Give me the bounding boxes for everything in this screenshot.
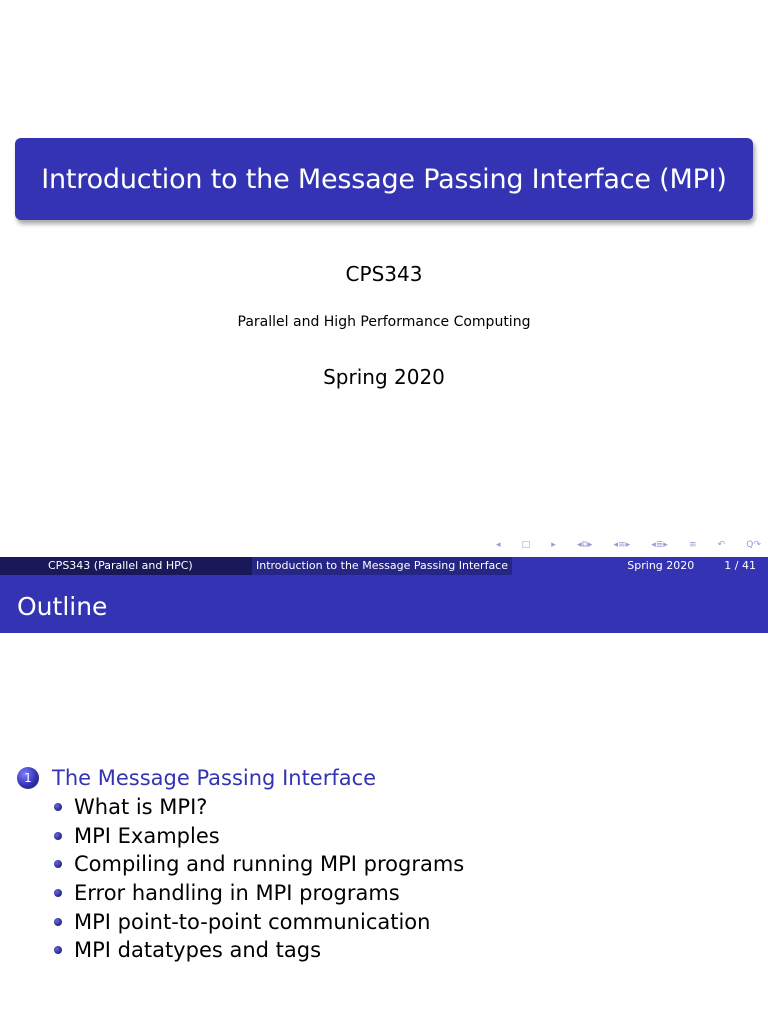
nav-document-icon[interactable]: ◂≣▸ — [651, 540, 668, 550]
institute: Parallel and High Performance Computing — [237, 314, 531, 330]
bullet-icon — [54, 889, 62, 897]
table-of-contents — [17, 763, 464, 965]
author: CPS343 — [345, 262, 423, 286]
footer-author: CPS343 (Parallel and HPC) — [0, 557, 252, 575]
toc-subsection[interactable] — [54, 936, 464, 965]
frame-title: Outline — [0, 575, 768, 633]
nav-section-icon[interactable]: ◂≡▸ — [613, 540, 631, 550]
nav-slide-left-icon[interactable]: ◂ — [496, 540, 501, 550]
navigation-symbols — [496, 538, 761, 552]
subsection-title[interactable]: MPI point-to-point communication — [74, 909, 431, 934]
presentation-date: Spring 2020 — [323, 365, 445, 389]
section-number-ball: 1 — [17, 767, 39, 789]
toc-subsection[interactable] — [54, 907, 464, 936]
subsection-list — [17, 793, 464, 965]
toc-subsection[interactable] — [54, 793, 464, 822]
nav-forward-icon[interactable]: Q↷ — [746, 540, 761, 550]
footer-date: Spring 2020 — [627, 559, 695, 572]
subsection-title[interactable]: What is MPI? — [74, 795, 208, 820]
toc-section[interactable] — [17, 763, 464, 793]
subsection-title[interactable]: MPI datatypes and tags — [74, 938, 322, 963]
page-number: 1 / 41 — [724, 559, 756, 572]
toc-subsection[interactable] — [54, 822, 464, 851]
nav-subsection-icon[interactable]: ◂⧉▸ — [576, 540, 593, 550]
subsection-title[interactable]: Compiling and running MPI programs — [74, 852, 465, 877]
nav-slide-right-icon[interactable]: ▸ — [551, 540, 556, 550]
bullet-icon — [54, 918, 62, 926]
title-box — [15, 138, 753, 220]
presentation-title: Introduction to the Message Passing Interface (MPI) — [41, 163, 727, 195]
toc-subsection[interactable] — [54, 879, 464, 908]
footer-date-page — [512, 557, 768, 575]
nav-search-icon[interactable]: ↶ — [717, 540, 726, 550]
bullet-icon — [54, 803, 62, 811]
nav-frame-icon[interactable]: □ — [521, 540, 531, 550]
nav-back-icon[interactable]: ≡ — [688, 540, 697, 550]
footline — [0, 557, 768, 575]
section-title[interactable]: The Message Passing Interface — [52, 766, 377, 790]
bullet-icon — [54, 860, 62, 868]
footer-title: Introduction to the Message Passing Interface — [252, 557, 512, 575]
subsection-title[interactable]: MPI Examples — [74, 823, 220, 848]
toc-subsection[interactable] — [54, 850, 464, 879]
bullet-icon — [54, 832, 62, 840]
subsection-title[interactable]: Error handling in MPI programs — [74, 881, 400, 906]
bullet-icon — [54, 946, 62, 954]
